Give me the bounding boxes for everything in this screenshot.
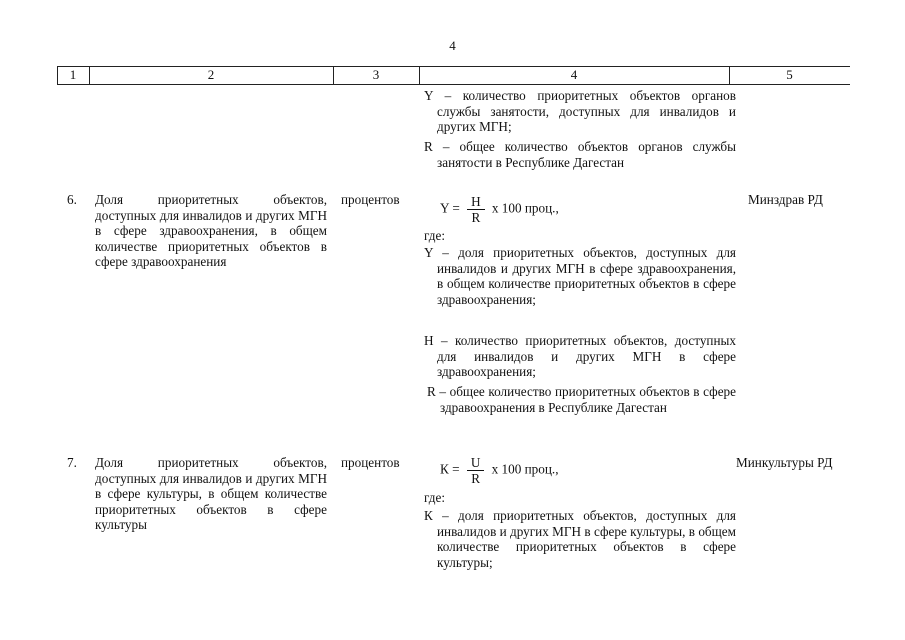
definition-item: К – доля приоритетных объектов, доступных для инвалидов и других МГН в сфере культуры, в общем количестве приоритетных объектов в сфере культуры; [424, 508, 736, 570]
indicator-name: Доля приоритетных объектов, доступных для инвалидов и других МГН в сфере здравоохранения, в общем количестве приоритетных объектов в сфере здравоохранения [95, 192, 327, 269]
formula-fraction [467, 194, 485, 225]
header-col-3: 3 [372, 67, 380, 82]
formula [440, 194, 559, 225]
continuation-r-definition: R – общее количество объектов органов службы занятости в Республике Дагестан [424, 139, 736, 170]
definition-item: Y – доля приоритетных объектов, доступных для инвалидов и других МГН в сфере здравоохранения, в общем количестве приоритетных объектов в сфере здравоохранения; [424, 245, 736, 307]
formula-lhs: К = [440, 461, 460, 477]
definition-item: R – общее количество приоритетных объектов в сфере здравоохранения в Республике Дагестан [427, 384, 736, 415]
responsible-body: Минкультуры РД [736, 455, 833, 470]
definition-item: Н – количество приоритетных объектов, доступных для инвалидов и других МГН в сфере здравоохранения; [424, 333, 736, 379]
where-label: где: [424, 490, 445, 505]
formula-lhs: Y = [440, 200, 460, 216]
formula-numerator: H [467, 194, 485, 210]
row-number: 6. [67, 192, 77, 207]
formula-denominator: R [471, 471, 480, 486]
page-number: 4 [449, 38, 456, 53]
header-col-1: 1 [69, 67, 77, 82]
formula-rhs: х 100 проц., [491, 461, 559, 477]
header-col-5: 5 [786, 67, 793, 82]
formula-denominator: R [471, 210, 481, 225]
responsible-body: Минздрав РД [748, 192, 823, 207]
unit-of-measure: процентов [341, 192, 400, 207]
indicator-name: Доля приоритетных объектов, доступных для инвалидов и других МГН в сфере культуры, в общем количестве приоритетных объектов в сфере культуры [95, 455, 327, 532]
formula [440, 455, 559, 486]
formula-rhs: х 100 проц., [491, 200, 559, 216]
row-number: 7. [67, 455, 77, 470]
formula-fraction [467, 455, 485, 486]
header-bottom-border [57, 84, 850, 85]
where-label: где: [424, 228, 445, 243]
unit-of-measure: процентов [341, 455, 400, 470]
continuation-y-definition: Y – количество приоритетных объектов органов службы занятости, доступных для инвалидов и других МГН; [424, 88, 736, 134]
header-col-4: 4 [570, 67, 578, 82]
formula-numerator: U [467, 455, 485, 471]
header-col-2: 2 [207, 67, 215, 82]
